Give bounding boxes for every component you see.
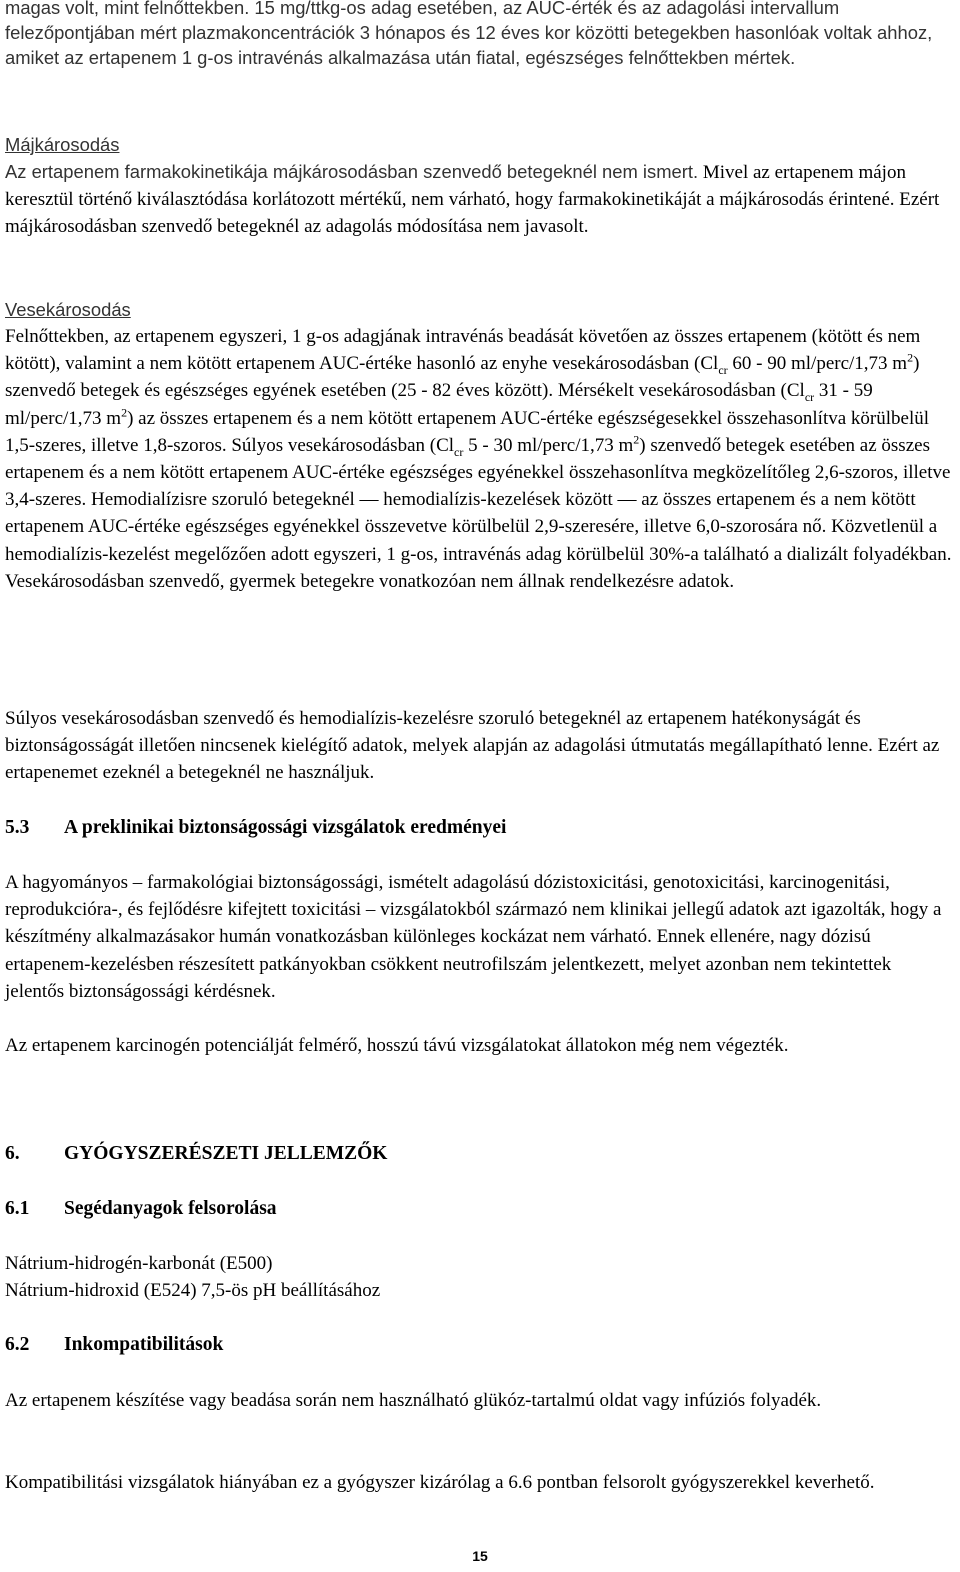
renal-text-6: 5 - 30 ml/perc/1,73 m xyxy=(463,434,634,456)
section-5-3-paragraph-2: Az ertapenem karcinogén potenciálját felmérő, hosszú távú vizsgálatokat állatokon még nem végezték. xyxy=(5,1035,789,1056)
renal-sub-3: cr xyxy=(454,444,464,459)
renal-text-2: 60 - 90 ml/perc/1,73 m xyxy=(727,353,908,375)
section-5-3-paragraph-1: A hagyományos – farmakológiai biztonságossági, ismételt adagolású dózistoxicitási, genotoxicitási, karcinogenitási, reprodukcióra-, és fejlődésre kifejtett toxicitási – vizsgálatokból származó nem klinikai jellegű adatok azt igazolták, hogy a készítmény alkalmazásakor humán vonatkozásban különleges kockázat nem várható. Ennek ellenére, nagy dózisú ertapenem-kezelésben részesített patkányokban csökkent neutrofilszám jelentkezett, melyet azonban nem tekintettek jelentős biztonságossági kérdésnek. xyxy=(5,872,942,1002)
section-6-2-number: 6.2 xyxy=(5,1334,30,1355)
renal-sub-1: cr xyxy=(718,363,728,377)
page-number: 15 xyxy=(472,1548,488,1564)
section-5-3-title: A preklinikai biztonságossági vizsgálatok eredményei xyxy=(64,817,507,838)
section-6-1-number: 6.1 xyxy=(5,1198,30,1219)
intro-paragraph: magas volt, mint felnőttekben. 15 mg/ttkg-os adag esetében, az AUC-érték és az adagolási intervallum felezőpontjában mért plazmakoncentrációk 3 hónapos és 12 éves kor közötti betegekben hasonlóak voltak ahhoz, amiket az ertapenem 1 g-os intravénás alkalmazása után fiatal, egészséges felnőttekben mértek. xyxy=(5,0,933,68)
renal-paragraph xyxy=(5,323,955,595)
renal-text-4: 31 - 59 ml/perc/1,73 m xyxy=(5,380,873,429)
section-6-2-title: Inkompatibilitások xyxy=(64,1334,224,1355)
renal-text-7: ) szenvedő betegek esetében az összes ertapenem és a nem kötött ertapenem AUC-értéke egészséges egyénekkel összehasonlítva megközelítőleg 2,6-szoros, illetve 3,4-szeres. Hemodialízisre szoruló betegeknél — hemodialízis-kezelések között — az összes ertapenem és a nem kötött ertapenem AUC-értéke egészséges egyénekkel összevetve körülbelül 2,9-szeresére, illetve 6,0-szorosára nő. Közvetlenül a hemodialízis-kezelést megelőzően adott egyszeri, 1 g-os, intravénás adag körülbelül 30%-a található a dializált folyadékban. Vesekárosodásban szenvedő, gyermek betegekre vonatkozóan nem állnak rendelkezésre adatok. xyxy=(5,434,952,592)
hepatic-section xyxy=(5,131,955,241)
section-6-heading xyxy=(5,1142,387,1166)
renal-sup-2: 2 xyxy=(121,405,128,420)
renal-text-3: ) szenvedő betegek és egészséges egyének esetében (25 - 82 éves között). Mérsékelt vesekárosodásban (Cl xyxy=(5,353,920,402)
renal-text-5: ) az összes ertapenem és a nem kötött ertapenem AUC-értéke egészségesekkel összehasonlítva körülbelül 1,5-szeres, illetve 1,8-szoros. Súlyos vesekárosodásban (Cl xyxy=(5,407,930,456)
renal-text-1: Felnőttekben, az ertapenem egyszeri, 1 g-os adagjának intravénás beadását követően az összes ertapenem (kötött és nem kötött), valamint a nem kötött ertapenem AUC-értéke hasonló az enyhe vesekárosodásban (Cl xyxy=(5,326,921,375)
section-6-title: GYÓGYSZERÉSZETI JELLEMZŐK xyxy=(64,1143,388,1164)
excipient-item: Nátrium-hidroxid (E524) 7,5-ös pH beállításához xyxy=(5,1280,381,1302)
section-6-1-title: Segédanyagok felsorolása xyxy=(64,1198,277,1219)
section-6-2-paragraph-1: Az ertapenem készítése vagy beadása során nem használható glükóz-tartalmú oldat vagy infúziós folyadék. xyxy=(5,1390,822,1411)
section-6-2-paragraph-2: Kompatibilitási vizsgálatok hiányában ez a gyógyszer kizárólag a 6.6 pontban felsorolt gyógyszerekkel keverhető. xyxy=(5,1472,875,1493)
hepatic-heading: Májkárosodás xyxy=(5,134,120,155)
severe-renal-paragraph: Súlyos vesekárosodásban szenvedő és hemodialízis-kezelésre szoruló betegeknél az ertapenem hatékonyságát és biztonságosságát illetően nincsenek kielégítő adatok, melyek alapján az adagolási útmutatás megállapítható lenne. Ezért az ertapenemet ezeknél a betegeknél ne használjuk. xyxy=(5,708,940,784)
section-5-3-number: 5.3 xyxy=(5,817,30,838)
section-6-1-heading xyxy=(5,1197,277,1221)
renal-section xyxy=(5,296,955,595)
section-5-3-heading xyxy=(5,816,506,840)
excipient-list xyxy=(5,1250,955,1304)
renal-sup-3: 2 xyxy=(633,432,640,447)
renal-sup-1: 2 xyxy=(907,350,914,365)
hepatic-rest: Mivel az ertapenem májon keresztül történő kiválasztódása korlátozott mértékű, nem várható, hogy farmakokinetikáját a májkárosodás érintené. Ezért májkárosodásban szenvedő betegeknél az adagolás módosítása nem javasolt. xyxy=(5,162,940,238)
section-6-number: 6. xyxy=(5,1143,20,1164)
excipient-item: Nátrium-hidrogén-karbonát (E500) xyxy=(5,1253,273,1274)
section-6-2-heading xyxy=(5,1333,223,1357)
renal-sub-2: cr xyxy=(804,390,815,405)
hepatic-line1: Az ertapenem farmakokinetikája májkárosodásban szenvedő betegeknél nem ismert. xyxy=(5,161,699,182)
renal-heading: Vesekárosodás xyxy=(5,299,131,320)
